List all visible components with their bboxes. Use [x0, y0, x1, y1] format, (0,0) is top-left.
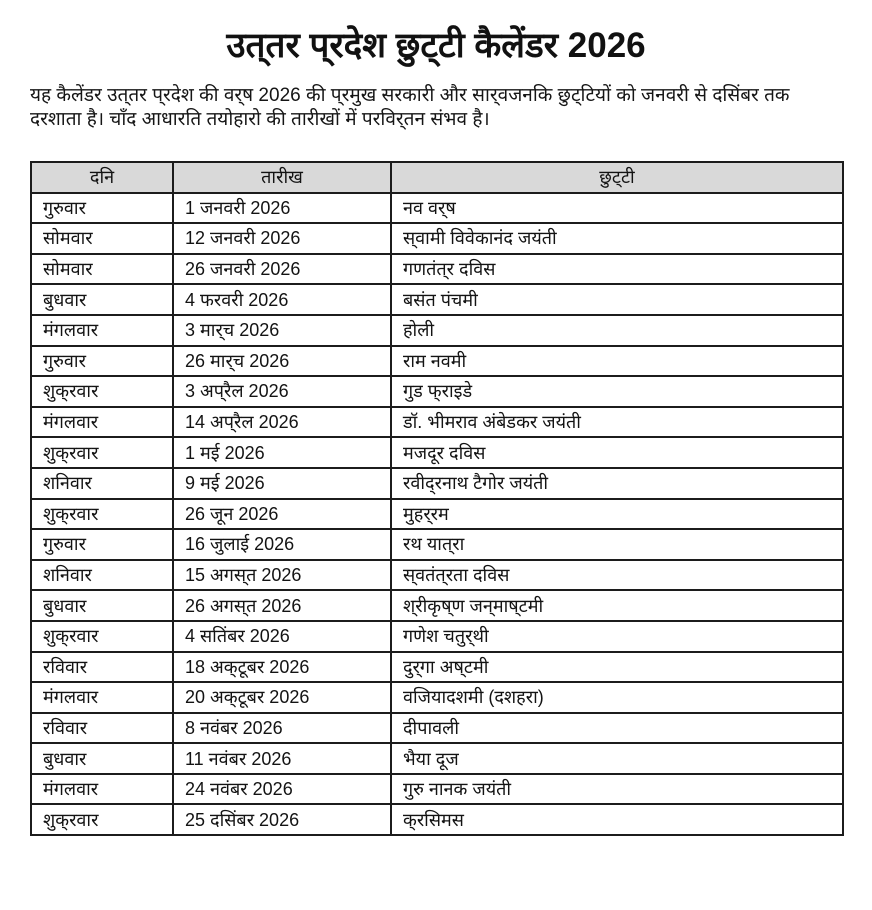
date-cell: 14 अप्‌रैल 2026: [173, 407, 391, 438]
intro-line-2: दरशाता है। चाँद आधारति तयोहारो की तारीखों में परविर्‌तन संभव है।: [30, 109, 490, 130]
date-cell: 26 जून 2026: [173, 499, 391, 530]
day-cell: शनिवार: [31, 468, 173, 499]
day-cell: शुक्‌रवार: [31, 376, 173, 407]
date-cell: 25 दसिंबर 2026: [173, 804, 391, 835]
table-body: [31, 193, 843, 835]
holiday-cell: दुर्‌गा अष्‌टमी: [391, 652, 843, 683]
day-cell: शुक्‌रवार: [31, 621, 173, 652]
date-cell: 4 फरवरी 2026: [173, 284, 391, 315]
day-cell: सोमवार: [31, 223, 173, 254]
table-row: [31, 193, 843, 224]
holiday-cell: बसंत पंचमी: [391, 284, 843, 315]
date-cell: 8 नवंबर 2026: [173, 713, 391, 744]
holiday-cell: दीपावली: [391, 713, 843, 744]
table-row: [31, 376, 843, 407]
table-row: [31, 407, 843, 438]
table-row: [31, 774, 843, 805]
date-cell: 16 जुलाई 2026: [173, 529, 391, 560]
table-row: [31, 223, 843, 254]
column-header-date: तारीख: [173, 162, 391, 193]
date-cell: 26 अगस्‌त 2026: [173, 590, 391, 621]
day-cell: सोमवार: [31, 254, 173, 285]
table-row: [31, 284, 843, 315]
day-cell: रविवार: [31, 652, 173, 683]
day-cell: शुक्‌रवार: [31, 804, 173, 835]
day-cell: मंगलवार: [31, 682, 173, 713]
holiday-cell: श्‌रीकृष्‌ण जन्‌माष्‌टमी: [391, 590, 843, 621]
table-row: [31, 652, 843, 683]
day-cell: शुक्‌रवार: [31, 499, 173, 530]
table-row: [31, 743, 843, 774]
day-cell: मंगलवार: [31, 315, 173, 346]
holiday-cell: गुड फ्‌राइडे: [391, 376, 843, 407]
date-cell: 4 सतिंबर 2026: [173, 621, 391, 652]
holiday-cell: मुहर्‌रम: [391, 499, 843, 530]
date-cell: 3 मार्‌च 2026: [173, 315, 391, 346]
holiday-cell: क्‌रसिमस: [391, 804, 843, 835]
table-row: [31, 804, 843, 835]
table-row: [31, 254, 843, 285]
holiday-cell: डॉ. भीमराव अंबेडकर जयंती: [391, 407, 843, 438]
date-cell: 18 अक्‌टूबर 2026: [173, 652, 391, 683]
date-cell: 15 अगस्‌त 2026: [173, 560, 391, 591]
holiday-table: [30, 161, 844, 836]
header-row: [31, 162, 843, 193]
column-header-holiday: छुट्‌टी: [391, 162, 843, 193]
table-row: [31, 621, 843, 652]
day-cell: गुरुवार: [31, 193, 173, 224]
day-cell: बुधवार: [31, 284, 173, 315]
day-cell: बुधवार: [31, 590, 173, 621]
date-cell: 1 मई 2026: [173, 437, 391, 468]
table-row: [31, 590, 843, 621]
column-header-day: दनि: [31, 162, 173, 193]
day-cell: मंगलवार: [31, 407, 173, 438]
table-row: [31, 560, 843, 591]
day-cell: गुरुवार: [31, 346, 173, 377]
intro-line-1: यह कैलेंडर उत्‌तर प्‌रदेश की वर्‌ष 2026 की प्‌रमुख सरकारी और सार्‌वजनकि छुट्‌टियों को जनवरी से दसिंबर तक: [30, 85, 790, 106]
day-cell: शनिवार: [31, 560, 173, 591]
date-cell: 20 अक्‌टूबर 2026: [173, 682, 391, 713]
date-cell: 12 जनवरी 2026: [173, 223, 391, 254]
day-cell: बुधवार: [31, 743, 173, 774]
holiday-cell: रवीद्‌रनाथ टैगोर जयंती: [391, 468, 843, 499]
holiday-cell: भैया दूज: [391, 743, 843, 774]
date-cell: 24 नवंबर 2026: [173, 774, 391, 805]
table-row: [31, 713, 843, 744]
date-cell: 11 नवंबर 2026: [173, 743, 391, 774]
day-cell: शुक्‌रवार: [31, 437, 173, 468]
holiday-cell: नव वर्‌ष: [391, 193, 843, 224]
date-cell: 3 अप्‌रैल 2026: [173, 376, 391, 407]
table-row: [31, 468, 843, 499]
holiday-cell: स्‌वामी विवेकानंद जयंती: [391, 223, 843, 254]
table-row: [31, 499, 843, 530]
holiday-cell: गणेश चतुर्‌थी: [391, 621, 843, 652]
holiday-cell: गुरु नानक जयंती: [391, 774, 843, 805]
holiday-cell: गणतंत्‌र दविस: [391, 254, 843, 285]
date-cell: 26 जनवरी 2026: [173, 254, 391, 285]
table-row: [31, 529, 843, 560]
day-cell: रविवार: [31, 713, 173, 744]
date-cell: 26 मार्‌च 2026: [173, 346, 391, 377]
table-row: [31, 682, 843, 713]
intro-paragraph: [30, 84, 842, 132]
table-row: [31, 437, 843, 468]
table-row: [31, 346, 843, 377]
date-cell: 1 जनवरी 2026: [173, 193, 391, 224]
date-cell: 9 मई 2026: [173, 468, 391, 499]
holiday-cell: रथ यात्‌रा: [391, 529, 843, 560]
table-row: [31, 315, 843, 346]
day-cell: गुरुवार: [31, 529, 173, 560]
holiday-cell: स्‌वतंत्‌रता दविस: [391, 560, 843, 591]
holiday-cell: मजदूर दविस: [391, 437, 843, 468]
holiday-cell: होली: [391, 315, 843, 346]
holiday-cell: वजियादशमी (दशहरा): [391, 682, 843, 713]
holiday-cell: राम नवमी: [391, 346, 843, 377]
page-title: उत्‌तर प्‌रदेश छुट्‌टी कैलेंडर 2026: [226, 26, 646, 65]
holiday-calendar-page: [0, 24, 872, 910]
day-cell: मंगलवार: [31, 774, 173, 805]
